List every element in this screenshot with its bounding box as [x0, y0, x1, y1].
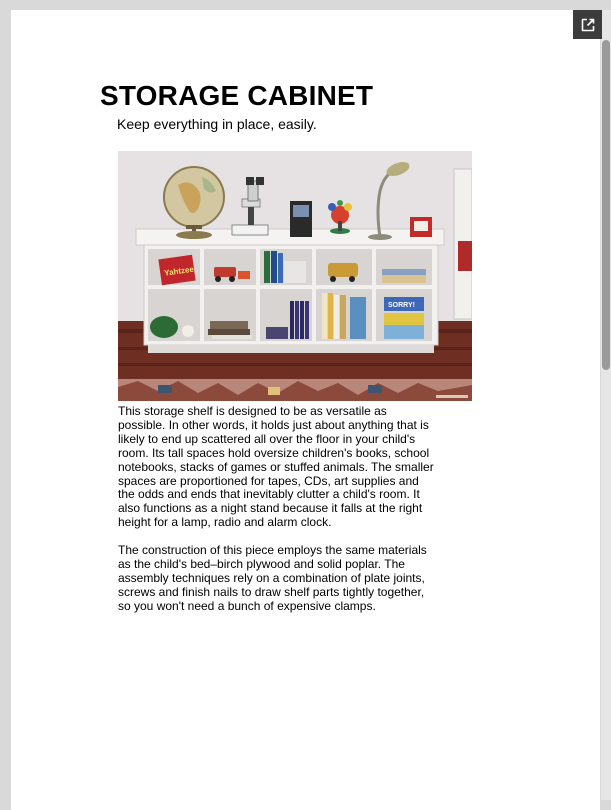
viewer-top-bar	[0, 0, 611, 10]
yahtzee-box-label: Yahtzee	[163, 264, 195, 278]
sorry-box-label: SORRY!	[388, 302, 415, 309]
body-paragraph: This storage shelf is designed to be as versatile as possible. In other words, it holds just about anything that is likely to end up scattered all over the floor in your child's room. Its tall spaces hold oversize children's books, school notebooks, stacks of games or stuffed animals. The smaller spaces are proportioned for tapes, CDs, art supplies and the odds and ends that inevitably clutter a child's room. It also functions as a night stand because it falls at the right height for a lamp, radio and alarm clock.	[118, 404, 434, 530]
cabinet-photo	[118, 151, 472, 401]
open-in-new-window-icon	[580, 17, 596, 33]
body-paragraph: The construction of this piece employs the same materials as the child's bed–birch plywood and solid poplar. The assembly techniques rely on a combination of plate joints, screws and finish nails to draw shelf parts tightly together, so you won't need a bunch of expensive clamps.	[118, 543, 427, 613]
page-subtitle: Keep everything in place, easily.	[117, 116, 317, 132]
popout-button[interactable]	[573, 10, 602, 39]
scrollbar-thumb[interactable]	[602, 40, 610, 370]
article-body	[118, 405, 436, 628]
page-title: STORAGE CABINET	[100, 80, 374, 111]
